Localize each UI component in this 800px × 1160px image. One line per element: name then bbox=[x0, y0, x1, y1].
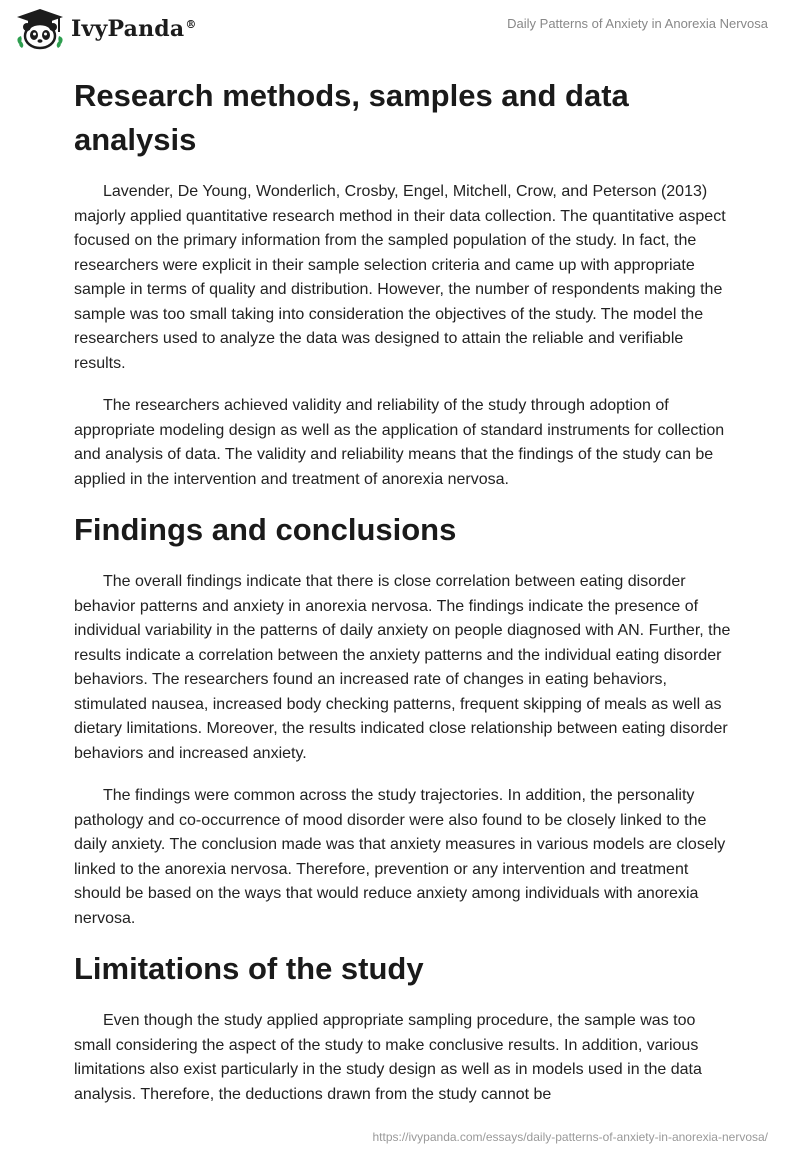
ivypanda-logo[interactable] bbox=[15, 8, 197, 50]
paragraph: The findings were common across the study trajectories. In addition, the personality pathology and co-occurrence of mood disorder were also found to be closely linked to the daily anxiety. The conclusion made was that anxiety measures in various models are closely linked to the anorexia nervosa. Therefore, prevention or any intervention and treatment should be based on the ways that would reduce anxiety among individuals with anorexia nervosa. bbox=[74, 787, 726, 927]
source-url-link[interactable]: https://ivypanda.com/essays/daily-patterns-of-anxiety-in-anorexia-nervosa/ bbox=[372, 1130, 768, 1144]
brand-name bbox=[71, 16, 197, 42]
panda-graduate-icon bbox=[15, 8, 65, 50]
essay-content bbox=[74, 70, 734, 1107]
section-heading-research-methods: Research methods, samples and data analysis bbox=[74, 78, 629, 157]
paragraph: The researchers achieved validity and reliability of the study through adoption of appropriate modeling design as well as the application of standard instruments for collection and analysis of data. The validity and reliability means that the findings of the study can be applied in the intervention and treatment of anorexia nervosa. bbox=[74, 397, 725, 488]
paragraph: Lavender, De Young, Wonderlich, Crosby, Engel, Mitchell, Crow, and Peterson (2013) majorly applied quantitative research method in their data collection. The quantitative aspect focused on the primary information from the sampled population of the study. In fact, the researchers were explicit in their sample selection criteria and came up with appropriate sample in terms of quality and distribution. However, the number of respondents making the sample was too small taking into consideration the objectives of the study. The model the researchers used to analyze the data was designed to attain the reliable and verifiable results. bbox=[74, 183, 726, 372]
document-title: Daily Patterns of Anxiety in Anorexia Nervosa bbox=[507, 16, 768, 31]
registered-mark: ® bbox=[185, 17, 197, 31]
brand-text: IvyPanda bbox=[71, 16, 185, 42]
section-heading-findings: Findings and conclusions bbox=[74, 512, 457, 547]
section-heading-limitations: Limitations of the study bbox=[74, 951, 424, 986]
paragraph: Even though the study applied appropriate sampling procedure, the sample was too small considering the aspect of the study to make conclusive results. In addition, various limitations also exist particularly in the study design as well as in models used in the data analysis. Therefore, the deductions drawn from the study cannot be bbox=[74, 1012, 702, 1103]
paragraph: The overall findings indicate that there is close correlation between eating disorder behavior patterns and anxiety in anorexia nervosa. The findings indicate the presence of individual variability in the patterns of daily anxiety on people diagnosed with AN. Further, the results indicate a correlation between the anxiety patterns and the individual eating disorder behaviors. The researchers found an increased rate of changes in eating behaviors, stimulated nausea, increased body checking patterns, frequent skipping of meals as well as dietary limitations. Moreover, the results indicated close relationship between eating disorder behaviors and increased anxiety. bbox=[74, 573, 731, 762]
